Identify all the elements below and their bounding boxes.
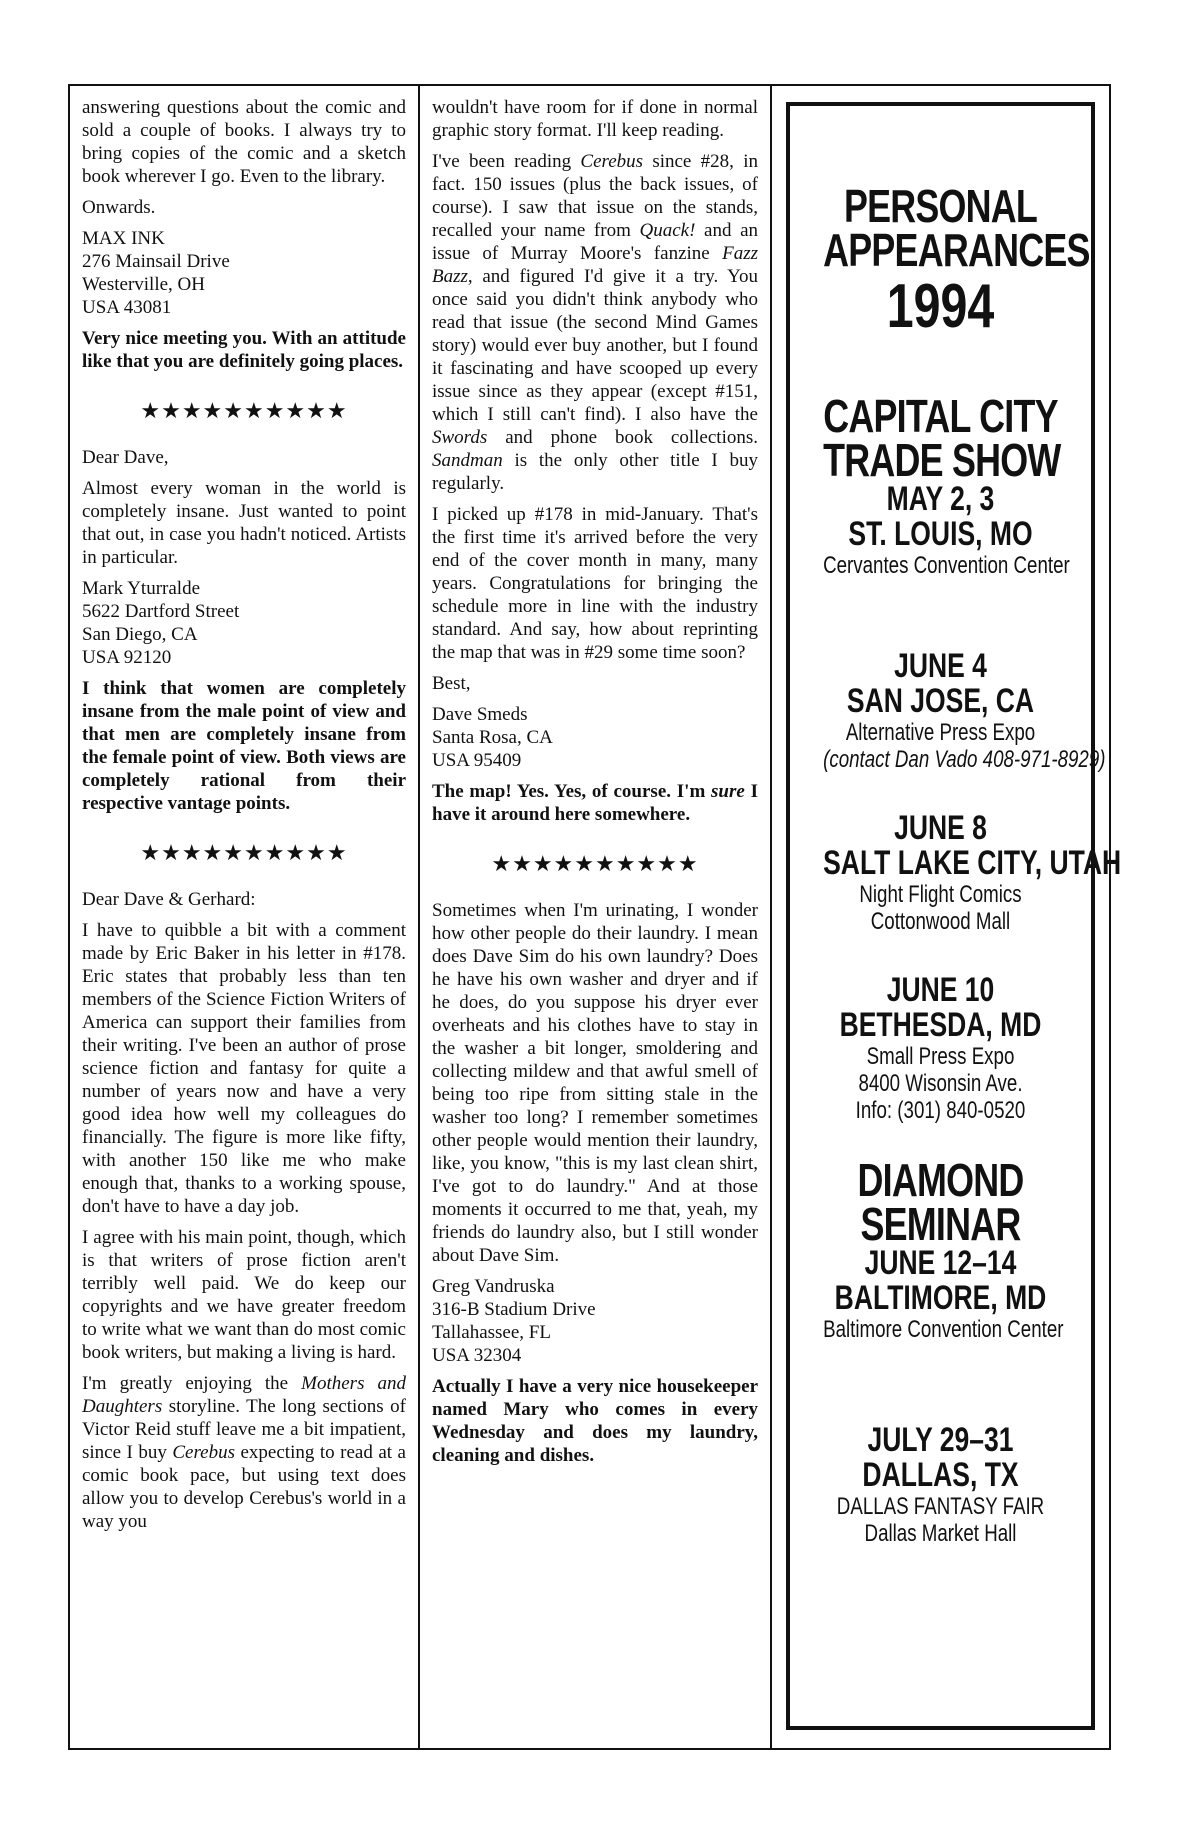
letter-paragraph: [82, 1226, 406, 1364]
text-run: storyline. The long sections of Victor Reid stuff leave me a bit impatient, since I buy: [82, 1396, 406, 1463]
letter-paragraph: [82, 919, 406, 1218]
event-date: JUNE 4: [894, 647, 987, 685]
title-italic: Quack!: [639, 220, 696, 241]
title-italic: Swords: [432, 427, 488, 448]
editor-reply: [82, 327, 406, 373]
event-detail: Dallas Market Hall: [864, 1520, 1017, 1547]
text-run: since #28, in fact. 150 issues (plus the back issues, of course). I saw that issue on the stands, recalled your name from: [432, 151, 758, 241]
letter-paragraph: [432, 503, 758, 664]
event-entry: [790, 973, 1091, 1124]
event-entry: [790, 1423, 1091, 1547]
text-run: Actually I have a very nice housekeeper named Mary who comes in every Wednesday and does my laundry, cleaning and dishes.: [432, 1376, 758, 1466]
signature-line: San Diego, CA: [82, 624, 198, 645]
event-detail: Cottonwood Mall: [870, 908, 1011, 935]
letter-paragraph: [82, 1372, 406, 1533]
event-heading: SEMINAR: [860, 1198, 1021, 1250]
signature-line: MAX INK: [82, 228, 165, 249]
text-run: and phone book collections.: [487, 427, 758, 448]
event-date: JULY 29–31: [867, 1421, 1014, 1459]
event-detail: Night Flight Comics: [859, 881, 1022, 908]
signature-line: USA 92120: [82, 647, 172, 668]
event-entry: [790, 390, 1091, 579]
star-divider: ★★★★★★★★★★: [491, 851, 699, 876]
letter-paragraph: [82, 477, 406, 569]
event-list: [790, 390, 1122, 1547]
event-entry: [790, 809, 1122, 935]
signature-line: Greg Vandruska: [432, 1276, 555, 1297]
letter-signature: [82, 227, 406, 319]
event-date: MAY 2, 3: [886, 480, 995, 518]
signature-line: Mark Yturralde: [82, 578, 200, 599]
event-detail: DALLAS FANTASY FAIR: [836, 1493, 1045, 1520]
event-location: ST. LOUIS, MO: [848, 515, 1033, 553]
title-italic: Fazz Bazz: [432, 243, 758, 287]
event-detail: Small Press Expo: [866, 1043, 1015, 1070]
text-run: I'm greatly enjoying the: [82, 1373, 302, 1394]
letter-paragraph: [82, 196, 406, 219]
personal-appearances-box: [786, 102, 1122, 1730]
title-italic: sure: [711, 781, 745, 802]
text-run: I picked up #178 in mid-January. That's the first time it's arrived before the very end of the cover month in many, many years. Congratulations for bringing the schedule more in line with the industry standard. And say, how about reprinting the map that was in #29 some time soon?: [432, 504, 758, 663]
text-run: Sometimes when I'm urinating, I wonder how other people do their laundry. I mean does Dave Sim do his own laundry? Does he have his own washer and dryer and if he does, do you suppose his dryer ever overheats and his clothes have to stay in the washer a bit longer, smoldering and collecting mildew and that awful smell of being too ripe from sitting stale in the washer too long? I remember sometimes other people would mention their laundry, like, you know, "this is my last clean shirt, I've got to do laundry." And at those moments it occurred to me that, yeah, my friends do laundry also, but I still wonder about Dave Sim.: [432, 900, 758, 1266]
appearances-year: 1994: [886, 272, 995, 341]
title-italic: Cerebus: [580, 151, 644, 172]
event-detail: Alternative Press Expo: [845, 719, 1036, 746]
event-detail: Cervantes Convention Center: [823, 552, 1070, 579]
letter-paragraph: [432, 150, 758, 495]
star-divider: ★★★★★★★★★★: [140, 840, 348, 865]
star-divider: ★★★★★★★★★★: [140, 398, 348, 423]
signature-line: USA 32304: [432, 1345, 522, 1366]
text-run: Onwards.: [82, 197, 156, 218]
text-run: Almost every woman in the world is completely insane. Just wanted to point that out, in case you hadn't noticed. Artists in particular.: [82, 478, 406, 568]
appearances-column: [772, 86, 1122, 1748]
letter-signature: [432, 1275, 758, 1367]
event-heading: CAPITAL CITY: [823, 390, 1058, 442]
text-run: answering questions about the comic and sold a couple of books. I always try to bring copies of the comic and a sketch book wherever I go. Even to the library.: [82, 97, 406, 187]
signature-line: Tallahassee, FL: [432, 1322, 551, 1343]
text-run: and an issue of Murray Moore's fanzine: [432, 220, 758, 264]
text-run: is the only other title I buy regularly.: [432, 450, 758, 494]
text-run: The map! Yes. Yes, of course. I'm: [432, 781, 712, 802]
signature-line: Dave Smeds: [432, 704, 528, 725]
event-date: JUNE 8: [894, 809, 987, 847]
text-run: Dear Dave,: [82, 447, 169, 468]
text-run: expecting to read at a comic book pace, but using text does allow you to develop Cerebus's world in a way you: [82, 1442, 406, 1532]
editor-reply: [432, 780, 758, 826]
event-date: JUNE 12–14: [864, 1244, 1017, 1282]
letters-column-2: [420, 86, 772, 1748]
letter-paragraph: [432, 96, 758, 142]
text-run: I agree with his main point, though, which is that writers of prose fiction aren't terribly well paid. We do keep our copyrights and we have greater freedom to write what we want than do most comic book writers, but making a living is hard.: [82, 1227, 406, 1363]
event-entry: [790, 1154, 1091, 1343]
event-entry: [790, 647, 1106, 773]
letter-signature: [82, 577, 406, 669]
editor-reply: [432, 1375, 758, 1467]
text-run: I have it around here somewhere.: [432, 781, 758, 825]
event-detail: Baltimore Convention Center: [823, 1316, 1064, 1343]
letter-paragraph: [82, 96, 406, 188]
event-date: JUNE 10: [886, 971, 995, 1009]
editor-reply: [82, 677, 406, 815]
signature-line: Santa Rosa, CA: [432, 727, 553, 748]
event-location: SAN JOSE, CA: [846, 682, 1035, 720]
letter-paragraph: [432, 672, 758, 695]
letter-signature: [432, 703, 758, 772]
text-run: I think that women are completely insane from the male point of view and that men are completely insane from the female point of view. Both views are completely rational from their respective vantage points.: [82, 678, 406, 814]
event-contact: (contact Dan Vado 408-971-8929): [823, 746, 1106, 773]
text-run: Best,: [432, 673, 471, 694]
signature-line: USA 43081: [82, 297, 172, 318]
appearances-title-line1: PERSONAL: [843, 180, 1038, 232]
title-italic: Cerebus: [172, 1442, 235, 1463]
text-run: , and figured I'd give it a try. You once said you didn't think anybody who read that issue (the second Mind Games story) would ever buy another, but I found it fascinating and have scooped up every issue since as they appear (except #151, which I still can't find). I also have the: [432, 266, 758, 425]
event-heading: DIAMOND: [857, 1154, 1024, 1206]
signature-line: 5622 Dartford Street: [82, 601, 240, 622]
event-location: SALT LAKE CITY, UTAH: [823, 844, 1122, 882]
event-location: BETHESDA, MD: [839, 1006, 1042, 1044]
signature-line: 316-B Stadium Drive: [432, 1299, 596, 1320]
text-run: I have to quibble a bit with a comment made by Eric Baker in his letter in #178. Eric states that probably less than ten members of the Science Fiction Writers of America can support their families from their writing. I've been an author of prose science fiction and fantasy for quite a number of years now and have a very good idea how well my colleagues do financially. The figure is more like fifty, with another 150 like me who make enough that, thanks to a working spouse, don't have to have a day job.: [82, 920, 406, 1217]
text-run: Very nice meeting you. With an attitude like that you are definitely going places.: [82, 328, 406, 372]
text-run: wouldn't have room for if done in normal graphic story format. I'll keep reading.: [432, 97, 758, 141]
appearances-title-line2: APPEARANCES: [823, 224, 1090, 276]
event-detail: 8400 Wisonsin Ave.: [858, 1070, 1023, 1097]
title-italic: Sandman: [432, 450, 503, 471]
letter-paragraph: [82, 888, 406, 911]
signature-line: USA 95409: [432, 750, 522, 771]
letters-column-1: [70, 86, 420, 1748]
letters-page: [68, 84, 1122, 1750]
event-location: DALLAS, TX: [862, 1456, 1019, 1494]
letter-paragraph: [82, 446, 406, 469]
title-italic: Mothers and Daughters: [82, 1373, 407, 1417]
text-run: I've been reading: [432, 151, 581, 172]
event-detail: Info: (301) 840-0520: [855, 1097, 1026, 1124]
event-location: BALTIMORE, MD: [834, 1279, 1047, 1317]
signature-line: 276 Mainsail Drive: [82, 251, 230, 272]
signature-line: Westerville, OH: [82, 274, 205, 295]
event-heading: TRADE SHOW: [823, 434, 1061, 486]
letter-paragraph: [432, 899, 758, 1267]
text-run: Dear Dave & Gerhard:: [82, 889, 256, 910]
